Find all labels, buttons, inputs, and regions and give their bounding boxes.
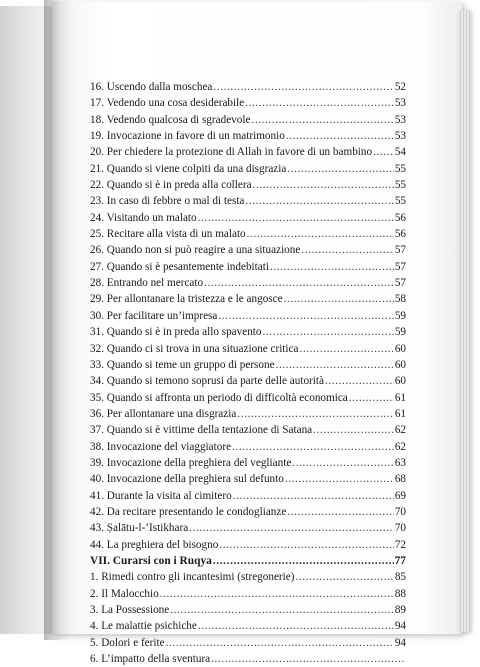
toc-leader-dots <box>276 357 394 373</box>
toc-entry <box>90 210 406 226</box>
toc-entry <box>90 602 406 618</box>
toc-leader-dots <box>219 537 394 553</box>
toc-entry-title: 23. In caso di febbre o mal di testa <box>90 195 245 208</box>
toc-entry-title: 32. Quando ci si trova in una situazione critica <box>90 342 299 355</box>
toc-page-number: 60 <box>394 375 406 388</box>
toc-entry-title: 4. Le malattie psichiche <box>90 620 197 633</box>
toc-leader-dots <box>349 390 394 406</box>
toc-leader-dots <box>213 553 394 569</box>
toc-entry-title: 33. Quando si teme un gruppo di persone <box>90 358 275 371</box>
toc-leader-dots <box>198 210 394 226</box>
toc-page-number: 94 <box>394 636 406 649</box>
toc-entry-title: 42. Da recitare presentando le condoglianze <box>90 505 287 518</box>
toc-entry <box>90 422 406 438</box>
toc-entry-title: 6. L’impatto della sventura <box>90 653 211 666</box>
toc-page-number: 60 <box>394 342 406 355</box>
toc-leader-dots <box>287 161 393 177</box>
toc-leader-dots <box>213 79 393 95</box>
toc-entry <box>90 324 406 340</box>
toc-entry-title: 36. Per allontanare una disgrazia <box>90 407 237 420</box>
toc-leader-dots <box>189 520 394 536</box>
toc-page-number: 53 <box>394 130 406 143</box>
toc-entry-title: 40. Invocazione della preghiera sul defunto <box>90 473 284 486</box>
toc-entry <box>90 259 406 275</box>
toc-page-number: 57 <box>394 260 406 273</box>
toc-entry <box>90 635 406 651</box>
toc-entry-title: 3. La Possessione <box>90 604 170 616</box>
toc-entry-title: 24. Visitando un malato <box>90 211 197 224</box>
toc-entry-title: 38. Invocazione del viaggiatore <box>90 440 232 453</box>
toc-entry <box>90 406 406 422</box>
toc-page-number: 70 <box>394 522 406 535</box>
toc-page-number: 77 <box>394 554 406 567</box>
toc-entry <box>90 504 406 520</box>
toc-leader-dots <box>245 95 394 111</box>
toc-page-number: 55 <box>394 195 406 208</box>
toc-page-number: 53 <box>394 113 406 126</box>
toc-leader-dots <box>301 242 393 258</box>
toc-entry-title: 35. Quando si affronta un periodo di difficoltà economica <box>90 391 348 404</box>
toc-leader-dots <box>251 112 393 128</box>
toc-page-number: 55 <box>394 179 406 192</box>
toc-page-number: 63 <box>394 456 406 469</box>
toc-entry-title: 39. Invocazione della preghiera del vegliante <box>90 456 292 469</box>
toc-entry <box>90 439 406 455</box>
toc-leader-dots <box>170 602 394 618</box>
toc-leader-dots <box>247 226 394 242</box>
toc-entry-title: 44. La preghiera del bisogno <box>90 538 219 551</box>
toc-entry-title: 21. Quando si viene colpiti da una disgrazia <box>90 162 287 175</box>
toc-entry-title: 37. Quando si è vittime della tentazione di Satana <box>90 424 313 437</box>
toc-page-number: 56 <box>394 211 406 224</box>
toc-page-number: 58 <box>394 293 406 306</box>
toc-entry <box>90 373 406 389</box>
toc-entry <box>90 308 406 324</box>
toc-entry <box>90 455 406 471</box>
toc-page-number: 60 <box>394 358 406 371</box>
toc-leader-dots <box>299 341 393 357</box>
toc-entry <box>90 161 406 177</box>
toc-leader-dots <box>245 193 393 209</box>
toc-section-heading <box>90 553 406 569</box>
toc-entry-title: 25. Recitare alla vista di un malato <box>90 228 246 241</box>
toc-page-number: 54 <box>394 146 406 159</box>
toc-leader-dots <box>286 128 394 144</box>
toc-leader-dots <box>287 504 394 520</box>
toc-entry <box>90 471 406 487</box>
toc-page-number: 68 <box>394 473 406 486</box>
toc-entry-title: 1. Rimedi contro gli incantesimi (stregonerie) <box>90 571 295 584</box>
toc-entry <box>90 537 406 553</box>
toc-page-number: 62 <box>394 440 406 453</box>
toc-leader-dots <box>263 324 394 340</box>
toc-entry <box>90 177 406 193</box>
toc-entry-title: 27. Quando si è pesantemente indebitati <box>90 260 269 273</box>
toc-entry-title: 30. Per facilitare un’impresa <box>90 309 218 322</box>
toc-entry-title: 41. Durante la visita al cimitero <box>90 489 232 502</box>
toc-entry-title: VII. Curarsi con i Ruqya <box>90 554 212 567</box>
toc-page-number: 85 <box>394 571 406 584</box>
toc-leader-dots <box>204 275 394 291</box>
toc-leader-dots <box>292 455 394 471</box>
page-edges <box>458 10 470 632</box>
toc-entry-title: 16. Uscendo dalla moschea <box>90 81 213 93</box>
toc-entry <box>90 341 406 357</box>
toc-page-number: 59 <box>394 326 406 339</box>
toc-leader-dots <box>218 308 393 324</box>
toc-entry-title: 31. Quando si è in preda allo spavento <box>90 326 262 339</box>
toc-entry <box>90 586 406 602</box>
toc-entry <box>90 79 406 95</box>
toc-entry-title: 43. Ṣalātu-l-’Istikhara <box>90 522 189 535</box>
toc-leader-dots <box>295 569 393 585</box>
toc-entry-title: 29. Per allontanare la tristezza e le angosce <box>90 293 283 306</box>
table-of-contents <box>90 79 406 667</box>
toc-page-number: 94 <box>394 620 406 633</box>
toc-leader-dots <box>284 291 394 307</box>
toc-entry-title: 20. Per chiedere la protezione di Allah in favore di un bambino <box>90 146 373 159</box>
spine-shadow <box>44 0 70 640</box>
toc-entry <box>90 112 406 128</box>
toc-leader-dots <box>237 406 394 422</box>
toc-page-number: 61 <box>394 391 406 404</box>
toc-entry <box>90 128 406 144</box>
toc-leader-dots <box>270 259 394 275</box>
toc-leader-dots <box>232 439 394 455</box>
toc-entry <box>90 520 406 536</box>
toc-leader-dots <box>313 422 394 438</box>
toc-entry <box>90 488 406 504</box>
toc-page-number: 57 <box>394 277 406 290</box>
toc-leader-dots <box>285 471 394 487</box>
toc-leader-dots <box>253 177 394 193</box>
toc-page-number: 52 <box>394 81 406 93</box>
toc-page-number: 89 <box>394 604 406 616</box>
toc-page-number: 69 <box>394 489 406 502</box>
toc-entry-title: 26. Quando non si può reagire a una situazione <box>90 244 301 257</box>
toc-leader-dots <box>373 144 394 160</box>
toc-leader-dots <box>325 373 394 389</box>
toc-entry <box>90 226 406 242</box>
toc-entry <box>90 651 406 667</box>
toc-entry <box>90 390 406 406</box>
toc-entry-title: 2. Il Malocchio <box>90 587 159 600</box>
toc-entry-title: 18. Vedendo qualcosa di sgradevole <box>90 113 251 126</box>
toc-leader-dots <box>198 618 394 634</box>
toc-entry <box>90 193 406 209</box>
toc-entry <box>90 569 406 585</box>
toc-page-number: 59 <box>394 309 406 322</box>
toc-entry <box>90 357 406 373</box>
toc-page-number: 53 <box>394 97 406 110</box>
toc-page-number: 72 <box>394 538 406 551</box>
toc-entry-title: 22. Quando si è in preda alla collera <box>90 179 252 192</box>
toc-leader-dots <box>211 651 405 667</box>
toc-leader-dots <box>233 488 394 504</box>
toc-page-number: 57 <box>394 244 406 257</box>
toc-entry-title: 17. Vedendo una cosa desiderabile <box>90 97 245 110</box>
toc-entry <box>90 95 406 111</box>
toc-page-number: 56 <box>394 228 406 241</box>
toc-entry <box>90 291 406 307</box>
toc-leader-dots <box>160 586 394 602</box>
toc-entry-title: 28. Entrando nel mercato <box>90 277 204 290</box>
toc-page-number: 62 <box>394 424 406 437</box>
toc-page-number: 55 <box>394 162 406 175</box>
toc-entry <box>90 242 406 258</box>
toc-entry-title: 5. Dolori e ferite <box>90 636 165 649</box>
toc-entry <box>90 618 406 634</box>
toc-entry-title: 34. Quando si temono soprusi da parte delle autorità <box>90 375 324 388</box>
toc-entry <box>90 144 406 160</box>
toc-entry-title: 19. Invocazione in favore di un matrimonio <box>90 130 285 143</box>
toc-page-number: 88 <box>394 587 406 600</box>
toc-leader-dots <box>166 635 394 651</box>
toc-entry <box>90 275 406 291</box>
toc-page-number: 70 <box>394 505 406 518</box>
toc-page-number: 61 <box>394 407 406 420</box>
